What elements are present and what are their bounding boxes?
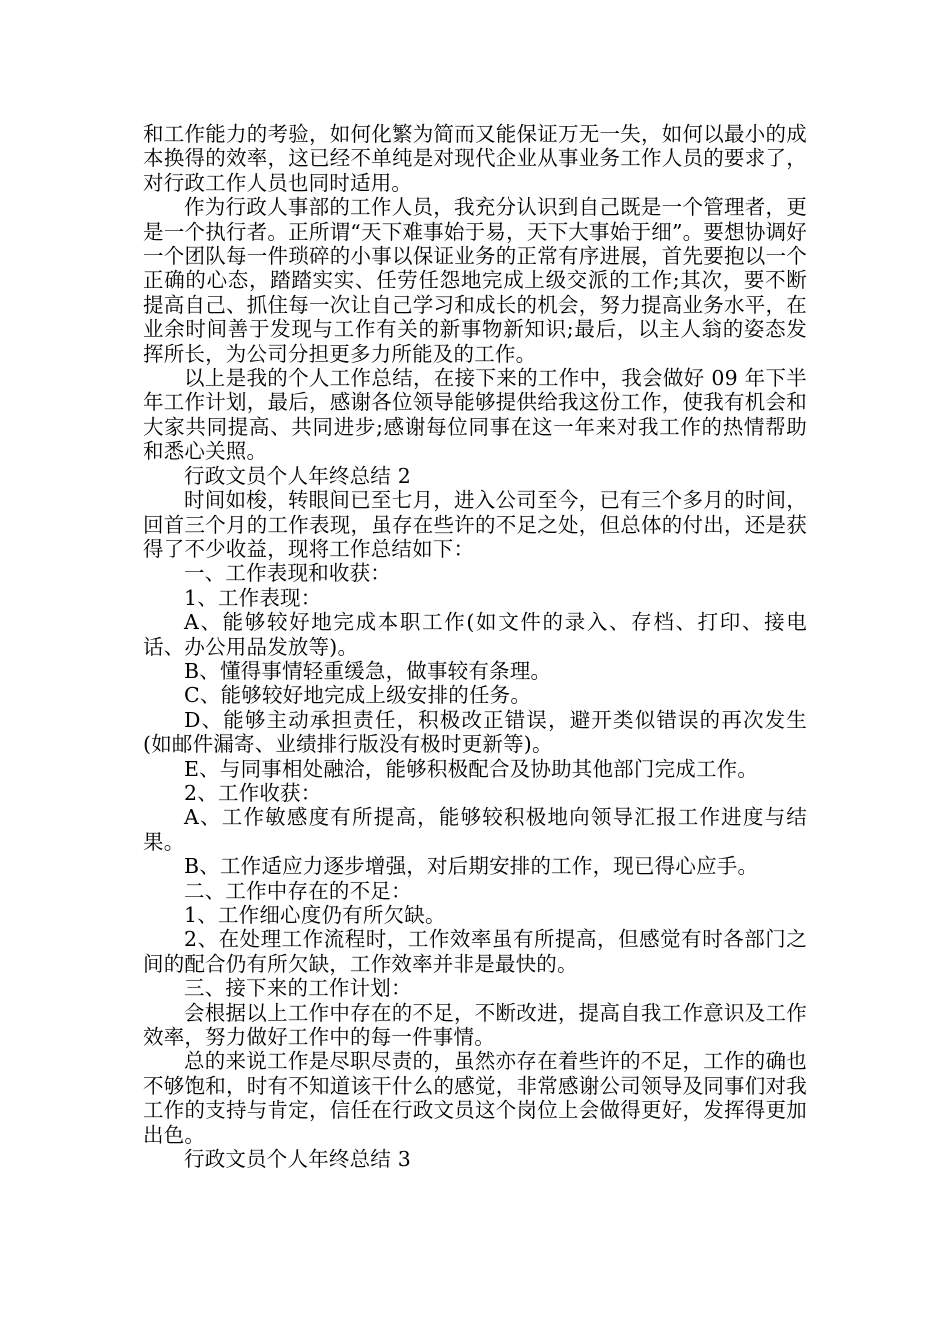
list-item-performance-d: D、能够主动承担责任，积极改正错误，避开类似错误的再次发生(如邮件漏寄、业绩排行版没有极时更新等)。 bbox=[143, 707, 807, 757]
list-item-performance-e: E、与同事相处融洽，能够积极配合及协助其他部门完成工作。 bbox=[184, 756, 759, 781]
paragraph-role-awareness: 作为行政人事部的工作人员，我充分认识到自己既是一个管理者，更是一个执行者。正所谓“天下难事始于易，天下大事始于细”。要想协调好一个团队每一件琐碎的小事以保证业务的正常有序进展，首先要抱以一个正确的心态，踏踏实实、任劳任怨地完成上级交派的工作;其次，要不断提高自己、抓住每一次让自己学习和成长的机会，努力提高业务水平，在业余时间善于发现与工作有关的新事物新知识;最后，以主人翁的姿态发挥所长，为公司分担更多力所能及的工作。 bbox=[143, 195, 807, 366]
paragraph-continuation: 和工作能力的考验，如何化繁为简而又能保证万无一失，如何以最小的成本换得的效率，这已经不单纯是对现代企业从事业务工作人员的要求了，对行政工作人员也同时适用。 bbox=[143, 122, 807, 195]
document-body bbox=[143, 122, 807, 1171]
paragraph-closing-thanks: 以上是我的个人工作总结，在接下来的工作中，我会做好 09 年下半年工作计划，最后，感谢各位领导能够提供给我这份工作，使我有机会和大家共同提高、共同进步;感谢每位同事在这一年来对我工作的热情帮助和悉心关照。 bbox=[143, 366, 807, 464]
section-title-summary-3: 行政文员个人年终总结 3 bbox=[184, 1147, 411, 1172]
heading-next-plan: 三、接下来的工作计划： bbox=[184, 976, 412, 1001]
list-item-shortcoming-1: 1、工作细心度仍有所欠缺。 bbox=[184, 903, 446, 927]
section-title-summary-2: 行政文员个人年终总结 2 bbox=[184, 463, 411, 488]
subheading-gains: 2、工作收获： bbox=[184, 780, 322, 805]
list-item-performance-b: B、懂得事情轻重缓急，做事较有条理。 bbox=[184, 658, 552, 683]
paragraph-intro: 时间如梭，转眼间已至七月，进入公司至今，已有三个多月的时间，回首三个月的工作表现，虽存在些许的不足之处，但总体的付出，还是获得了不少收益，现将工作总结如下： bbox=[143, 488, 807, 561]
paragraph-next-plan: 会根据以上工作中存在的不足，不断改进，提高自我工作意识及工作效率，努力做好工作中的每一件事情。 bbox=[143, 1000, 807, 1050]
list-item-gains-a: A、工作敏感度有所提高，能够较积极地向领导汇报工作进度与结果。 bbox=[143, 805, 807, 854]
heading-performance-and-gains: 一、工作表现和收获： bbox=[184, 561, 391, 586]
list-item-shortcoming-2: 2、在处理工作流程时，工作效率虽有所提高，但感觉有时各部门之间的配合仍有所欠缺，工作效率并非是最快的。 bbox=[143, 927, 807, 976]
list-item-performance-c: C、能够较好地完成上级安排的任务。 bbox=[184, 683, 532, 708]
list-item-gains-b: B、工作适应力逐步增强，对后期安排的工作，现已得心应手。 bbox=[184, 854, 759, 879]
heading-shortcomings: 二、工作中存在的不足： bbox=[184, 878, 412, 903]
paragraph-conclusion: 总的来说工作是尽职尽责的，虽然亦存在着些许的不足，工作的确也不够饱和，时有不知道该干什么的感觉，非常感谢公司领导及同事们对我工作的支持与肯定，信任在行政文员这个岗位上会做得更好，发挥得更加出色。 bbox=[143, 1049, 807, 1147]
list-item-performance-a: A、能够较好地完成本职工作(如文件的录入、存档、打印、接电话、办公用品发放等)。 bbox=[143, 610, 807, 659]
subheading-performance: 1、工作表现： bbox=[184, 585, 322, 610]
